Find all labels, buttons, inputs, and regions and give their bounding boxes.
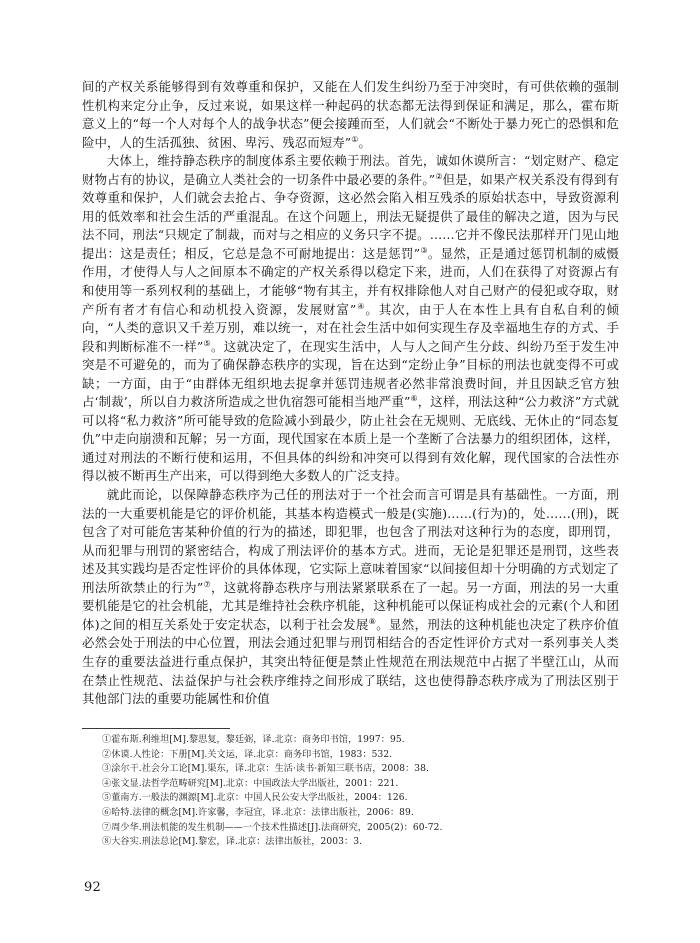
paragraph-3-segment-b: 。显然，刑法的这种机能也决定了秩序价值必然会处于刑法的中心位置，刑法会通过犯罪与刑罚相结合的否定性评价方式对一系列事关人类生存的重要法益进行重点保护，其突出特征便是禁止性规范在刑法规范中占据了半壁江山，从而在禁止性规范、法益保护与社会秩序维持之间形成了联结，这也使得静态秩序成为了刑法区别于其他部门法的重要功能属性和价值 [82,616,620,707]
paragraph-1-tail: 。 [358,134,371,150]
paragraph-2 [82,152,619,486]
footnote-ref-8: ⑧ [368,616,377,626]
paragraph-2-segment-c: 。其次，由于人在本性上具有自私自利的倾向，“人类的意识又千差万别，难以统一，对在社会生活中如何实现生存及幸福地生存的方式、手段和判断标准不一样” [82,301,619,354]
paragraph-3-text: 就此而论，以保障静态秩序为己任的刑法对于一个社会而言可谓是具有基础性。一方面，刑法的一大重要机能是它的评价机能，其基本构造模式一般是(实施)……(行为)的，处……(刑)，既包含了对可能危害某种价值的行为的描述，即犯罪，也包含了刑法对这种行为的态度，即刑罚，从而犯罪与刑罚的紧密结合，构成了刑法评价的基本方式。进而，无论是犯罪还是刑罚，这些表述及其实践均是否定性评价的具体体现，它实际上意味着国家“以间接但却十分明确的方式划定了刑法所欲禁止的行为” [82,487,619,595]
paragraph-2-segment-d: 。这就决定了，在现实生活中，人与人之间产生分歧、纠纷乃至于发生冲突是不可避免的，而为了确保静态秩序的实现，旨在达到“定纷止争”目标的刑法也就变得不可或缺；一方面，由于“由群体无组织地去捉拿并惩罚违规者必然非常浪费时间，并且因缺乏官方独占‘制裁’，所以自力救济所造成之世仇宿怨可能相当地严重” [82,338,620,410]
footnote-list [82,733,542,850]
paragraph-2-tail: 但是，如果产权关系没有得到有效尊重和保护，人们就会去抢占、争夺资源，这必然会陷入相互残杀的原始状态中，导致资源利用的低效率和社会生活的严重混乱。在这个问题上，刑法无疑提供了最佳的解决之道，因为与民法不同，刑法“只规定了制裁，而对与之相应的义务只字不提。……它并不像民法那样开门见山地提出：这是责任；相反，它总是急不可耐地提出：这是惩罚” [82,171,619,261]
footnote-marker: ⑥ [102,807,112,818]
page-number: 92 [84,880,102,895]
footnote-marker: ④ [102,778,112,789]
paragraph-1-text: 间的产权关系能够得到有效尊重和保护，又能在人们发生纠纷乃至于冲突时，有可供依赖的强制性机构来定分止争，反过来说，如果这样一种起码的状态都无法得到保证和满足，那么，霍布斯意义上的“每一个人对每个人的战争状态”便会接踵而至，人们就会“不断处于暴力死亡的恐惧和危险中，人的生活孤独、贫困、卑污、残忍而短寿” [82,79,619,150]
footnote-text: 周少华.刑法机能的发生机制——一个技术性描述[J].法商研究，2005(2)：60-72. [111,822,443,833]
footnote-text: 涂尔干.社会分工论[M].渠东，译.北京：生活·读书·新知三联书店，2008：38. [111,764,430,775]
footnote-ref-3: ③ [420,245,428,255]
footnote-marker: ③ [102,764,112,775]
paragraph-3-tail: ，这就将静态秩序与刑法紧紧联系在了一起。另一方面，刑法的另一大重要机能是它的社会机能，尤其是维持社会秩序机能，这种机能可以保证构成社会的元素(个人和团体)之间的相互关系处于安定状态，以利于社会发展 [82,579,620,632]
paragraph-3 [82,486,619,709]
page-body-content [82,78,619,709]
footnote-marker: ① [102,735,112,745]
footnote-marker: ⑧ [102,837,112,848]
footnote-ref-5: ⑤ [203,338,211,348]
footnote-text: 霍布斯.利维坦[M].黎思复，黎廷弼，译.北京：商务印书馆，1997：95. [111,735,405,745]
footnote-ref-4: ④ [356,301,366,311]
footnote-ref-6: ⑥ [410,394,418,404]
footnote-item [82,791,542,806]
paragraph-2-segment-e: ，这样，刑法这种“公力救济”方式就可以将“私力救济”所可能导致的危险减小到最少，防止社会在无规则、无底线、无休止的“同态复仇”中走向崩溃和瓦解；另一方面，现代国家在本质上是一个垄断了合法暴力的组织团体，这样，通过对刑法的不断行使和运用，不但具体的纠纷和冲突可以得到有效化解，现代国家的合法性亦得以被不断再生产出来，可以得到绝大多数人的广泛支持。 [82,394,620,484]
footnote-item [82,733,542,748]
footnote-item [82,835,542,850]
footnote-item [82,762,542,777]
footnote-separator-rule [82,728,230,729]
footnote-ref-2: ② [435,171,443,181]
footnote-ref-7: ⑦ [203,579,211,589]
paragraph-1 [82,78,619,152]
footnote-marker: ② [102,749,112,760]
footnote-marker: ⑤ [102,793,112,804]
footnote-text: 休谟.人性论：下册[M].关文运，译.北京：商务印书馆，1983：532. [111,749,393,760]
footnote-item [82,821,542,836]
footnote-item [82,777,542,792]
footnote-ref-1: ① [351,134,359,144]
footnote-text: 张文显.法哲学范畴研究[M].北京：中国政法大学出版社，2001：221. [111,778,399,789]
footnote-text: 董南方.一般法的渊源[M].北京：中国人民公安大学出版社，2004：126. [111,793,408,804]
paragraph-2-text: 大体上，维持静态秩序的制度体系主要依赖于刑法。首先，诚如休谟所言：“划定财产、稳定财物占有的协议，是确立人类社会的一切条件中最必要的条件。” [82,153,619,187]
footnote-text: 大谷实.刑法总论[M].黎宏，译.北京：法律出版社，2003：3. [111,837,363,848]
footnote-item [82,806,542,821]
footnote-marker: ⑦ [102,822,112,833]
footnote-item [82,748,542,763]
footnote-text: 哈特.法律的概念[M].许家馨，李冠宜，译.北京：法律出版社，2006：89. [111,807,414,818]
paragraph-2-segment-b: 。显然，正是通过惩罚机制的威慑作用，才使得人与人之间原本不确定的产权关系得以稳定下来，进而，人们在获得了对资源占有和使用等一系列权利的基础上，才能够“物有其主，并有权排除他人对自己财产的侵犯或夺取，财产所有者才有信心和动机投入资源，发展财富” [82,245,619,317]
footnote-block [82,728,542,850]
